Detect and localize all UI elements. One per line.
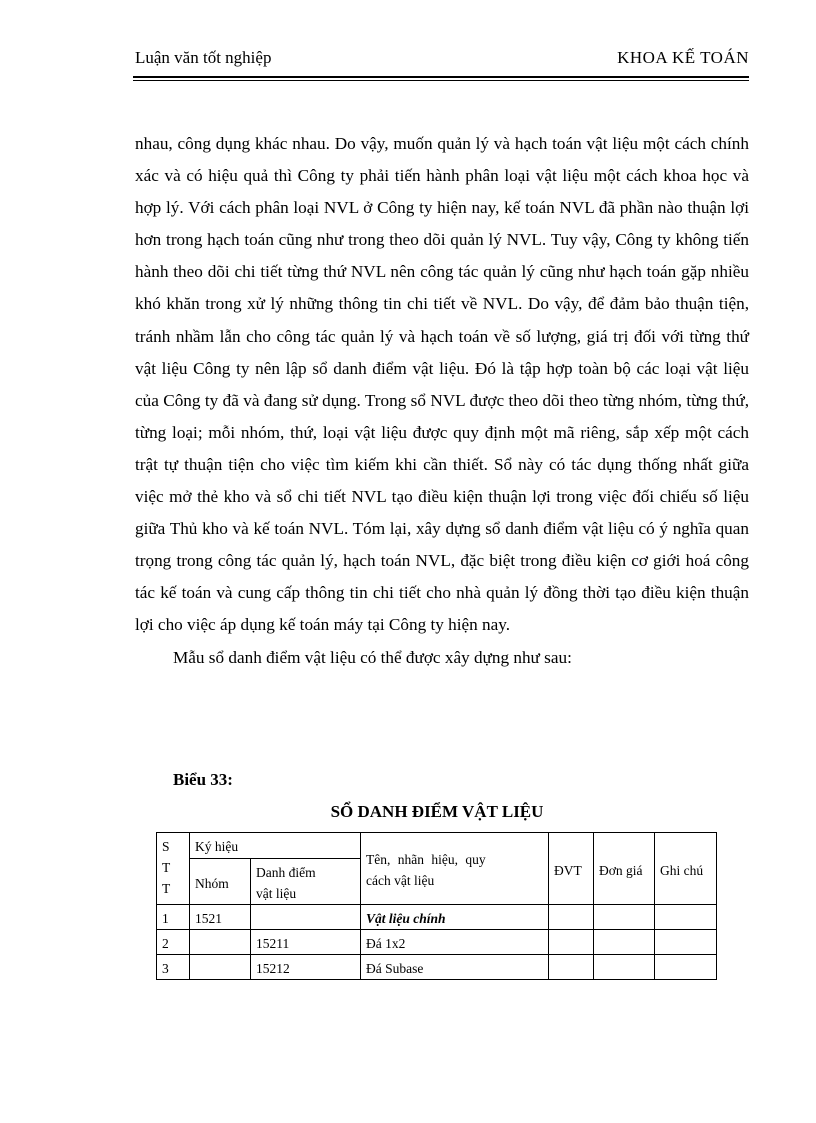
header-ky-hieu: Ký hiệu [190, 833, 361, 859]
header-ten-line2: cách vật liệu [366, 873, 435, 888]
cell-ten: Đá 1x2 [361, 930, 549, 955]
header-nhom: Nhóm [190, 859, 251, 905]
header-rule-thick [133, 76, 749, 78]
cell-dvt [549, 930, 594, 955]
cell-nhom [190, 955, 251, 980]
header-stt-t1: T [162, 860, 171, 875]
table-header-row [157, 833, 717, 859]
cell-danh-diem: 15212 [251, 955, 361, 980]
header-rule-thin [133, 80, 749, 81]
cell-danh-diem: 15211 [251, 930, 361, 955]
paragraph-intro-table: Mẫu sổ danh điểm vật liệu có thể được xây dựng như sau: [173, 647, 572, 667]
body-text [135, 128, 749, 674]
header-danh-diem [251, 859, 361, 905]
cell-ghi-chu [655, 955, 717, 980]
cell-danh-diem [251, 905, 361, 930]
header-stt-t2: T [162, 881, 171, 896]
header-ghi-chu: Ghi chú [655, 833, 717, 905]
cell-ten: Đá Subase [361, 955, 549, 980]
material-catalog-table [156, 832, 717, 980]
table-row [157, 930, 717, 955]
cell-don-gia [594, 905, 655, 930]
cell-stt: 2 [157, 930, 190, 955]
cell-stt: 3 [157, 955, 190, 980]
paragraph-main: nhau, công dụng khác nhau. Do vậy, muốn quản lý và hạch toán vật liệu một cách chính xác và có hiệu quả thì Công ty phải tiến hành phân loại vật liệu một cách khoa học và hợp lý. Với cách phân loại NVL ở Công ty hiện nay, kế toán NVL đã phần nào thuận lợi hơn trong hạch toán cũng như trong theo dõi quản lý NVL. Tuy vậy, Công ty không tiến hành theo dõi chi tiết từng thứ NVL nên công tác quản lý cũng như hạch toán gặp nhiều khó khăn trong xử lý những thông tin chi tiết về NVL. Do vậy, để đảm bảo thuận tiện, tránh nhầm lẫn cho công tác quản lý và hạch toán về số lượng, giá trị đối với từng thứ vật liệu Công ty nên lập sổ danh điểm vật liệu. Đó là tập hợp toàn bộ các loại vật liệu của Công ty đã và đang sử dụng. Trong sổ NVL được theo dõi theo từng nhóm, từng thứ, từng loại; mỗi nhóm, thứ, loại vật liệu được quy định một mã riêng, sắp xếp một cách trật tự thuận tiện cho việc tìm kiếm khi cần thiết. Sổ này có tác dụng thống nhất giữa việc mở thẻ kho và sổ chi tiết NVL tạo điều kiện thuận lợi trong việc đối chiếu số liệu giữa Thủ kho và kế toán NVL. Tóm lại, xây dựng sổ danh điểm vật liệu có ý nghĩa quan trọng trong công tác quản lý, hạch toán NVL, đặc biệt trong điều kiện cơ giới hoá công tác kế toán và cung cấp thông tin chi tiết cho nhà quản lý đồng thời tạo điều kiện thuận lợi cho việc áp dụng kế toán máy tại Công ty hiện nay. [135, 134, 749, 635]
header-danh-diem-line1: Danh điểm [256, 865, 316, 880]
cell-nhom [190, 930, 251, 955]
cell-ghi-chu [655, 905, 717, 930]
cell-don-gia [594, 955, 655, 980]
header-don-gia: Đơn giá [594, 833, 655, 905]
header-dvt: ĐVT [549, 833, 594, 905]
header-stt [157, 833, 190, 905]
table-title: SỔ DANH ĐIỂM VẬT LIỆU [330, 802, 544, 821]
figure-label: Biểu 33: [173, 770, 233, 789]
header-danh-diem-line2: vật liệu [256, 886, 297, 901]
table-row [157, 955, 717, 980]
cell-ten: Vật liệu chính [361, 905, 549, 930]
cell-dvt [549, 955, 594, 980]
cell-stt: 1 [157, 905, 190, 930]
cell-ghi-chu [655, 930, 717, 955]
cell-nhom: 1521 [190, 905, 251, 930]
faculty-label: KHOA KẾ TOÁN [617, 48, 749, 67]
cell-dvt [549, 905, 594, 930]
table-row [157, 905, 717, 930]
thesis-label: Luận văn tốt nghiệp [135, 48, 272, 67]
cell-don-gia [594, 930, 655, 955]
header-ten-line1: Tên, nhãn hiệu, quy [366, 852, 486, 867]
header-ten [361, 833, 549, 905]
header-stt-s: S [162, 839, 170, 854]
page-header [133, 48, 749, 74]
